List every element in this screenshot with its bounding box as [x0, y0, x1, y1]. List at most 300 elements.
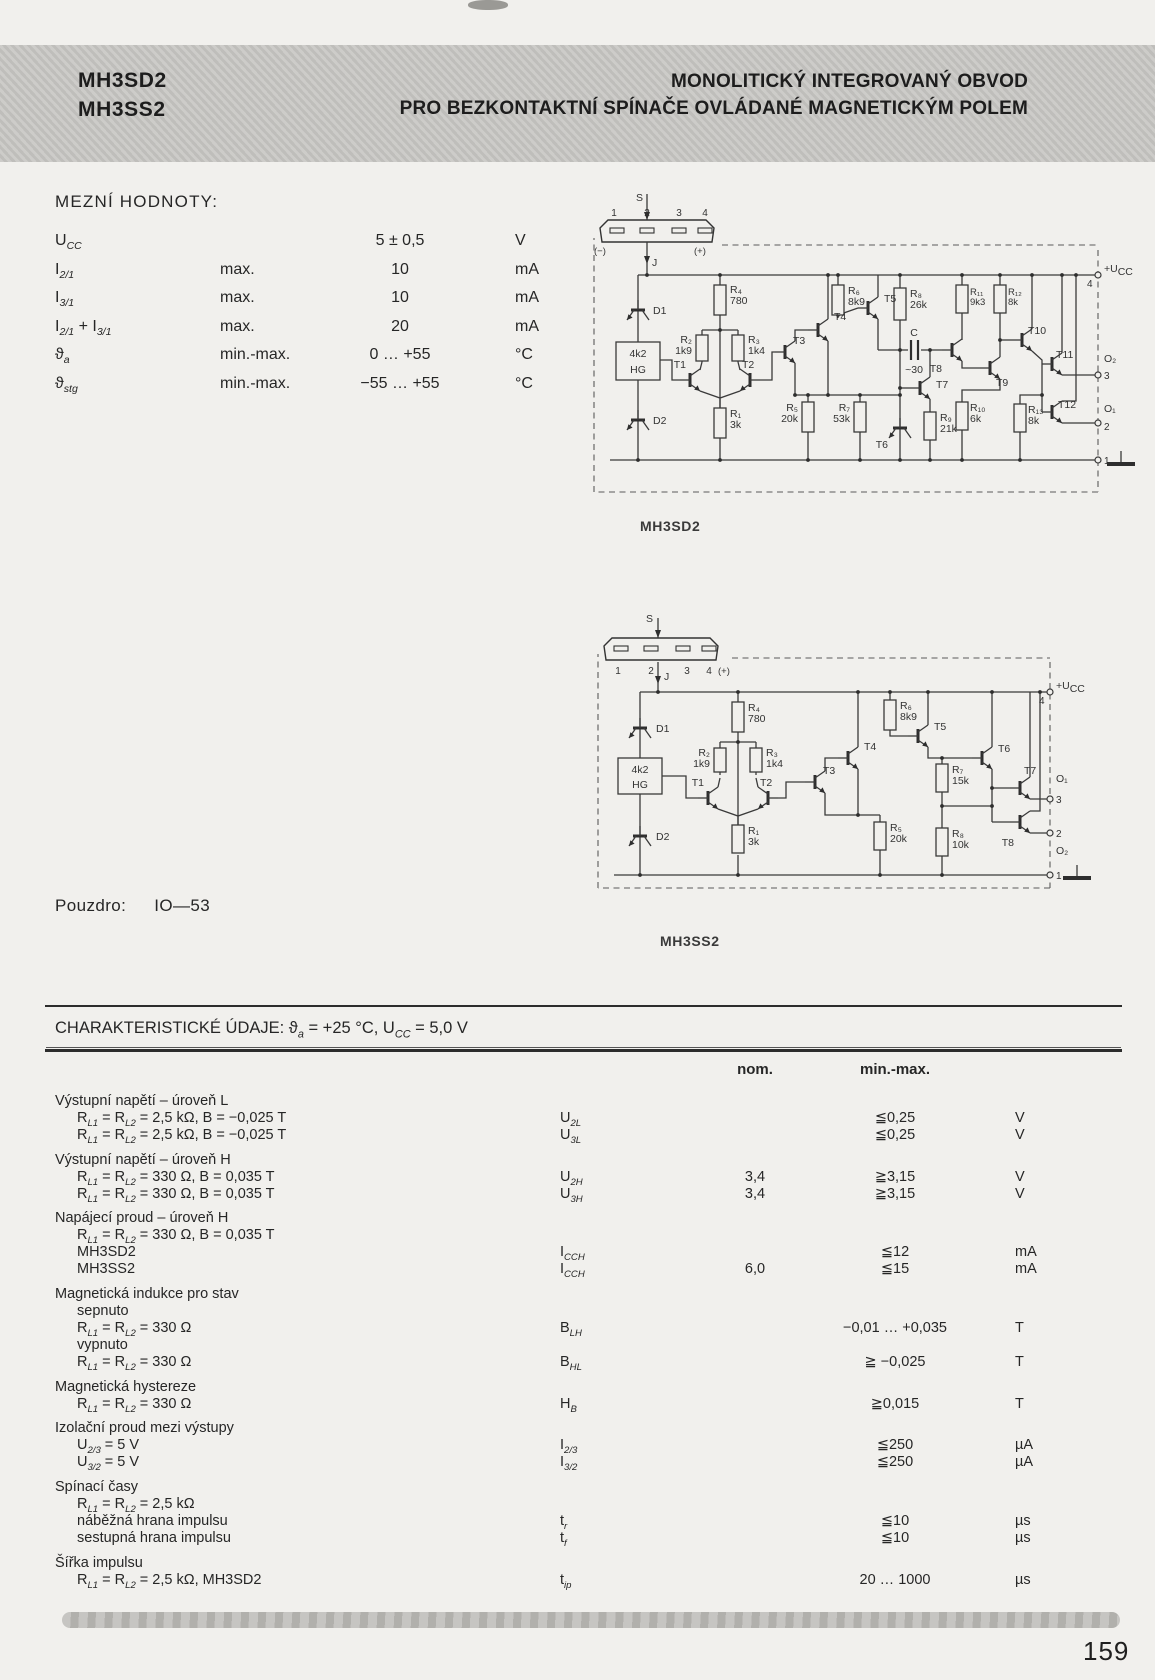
table-row: [55, 1396, 1075, 1413]
row-unit: [995, 1479, 1075, 1496]
row-label: Spínací časy: [55, 1479, 139, 1496]
row-symbol: $U_{3L}$: [560, 1126, 582, 1146]
row-symbol: [535, 1152, 715, 1169]
row-symbol: $I_{CCH}$: [560, 1261, 585, 1281]
row-nom-value: [715, 1210, 795, 1227]
row-unit: µs: [1015, 1571, 1031, 1588]
table-row: [55, 232, 600, 261]
polarity-plus-label: (+): [718, 666, 730, 677]
row-label: $R_{L1} = R_{L2} = 2,5$ kΩ, B = −0,025 T: [77, 1126, 287, 1146]
row-minmax-value: −0,01 … +0,035: [843, 1319, 947, 1336]
table-row: [55, 1555, 1075, 1572]
output-o1-label: O₁: [1104, 403, 1116, 415]
label-r5: R₅: [890, 822, 902, 834]
table-row: [55, 1354, 1075, 1371]
table-row: [55, 1110, 1075, 1127]
page-number: 159: [1083, 1636, 1130, 1666]
row-symbol: $t_f$: [560, 1529, 567, 1549]
row-nom-value: [715, 1127, 795, 1144]
row-value: 5 ± 0,5: [375, 232, 425, 249]
right-pins: [1087, 263, 1135, 467]
pin-number: 1: [611, 208, 617, 219]
row-nom-value: [715, 1379, 795, 1396]
table-row: [55, 1152, 1075, 1169]
row-nom-value: [715, 1572, 795, 1589]
table-row: [55, 1572, 1075, 1589]
row-symbol: [535, 1479, 715, 1496]
label-r12: R₁₂: [1008, 287, 1022, 298]
row-symbol: $I_{3/1}$: [55, 289, 75, 310]
row-label: $R_{L1} = R_{L2} = 2,5$ kΩ, MH3SD2: [77, 1571, 262, 1591]
row-nom-value: 6,0: [744, 1261, 766, 1278]
row-symbol: [535, 1555, 715, 1572]
pin-number: 4: [702, 208, 708, 219]
label-r7-value: 15k: [952, 775, 969, 787]
row-nom-value: [715, 1093, 795, 1110]
hall-value-label: 4k2: [631, 764, 649, 776]
row-symbol: $B_{HL}$: [560, 1353, 582, 1373]
row-unit: V: [1015, 1109, 1025, 1126]
row-minmax-value: [795, 1093, 995, 1110]
row-nom-value: [715, 1454, 795, 1471]
column-header-minmax: min.-max.: [859, 1061, 931, 1078]
title-line-1: MONOLITICKÝ INTEGROVANÝ OBVOD: [671, 71, 1028, 92]
pin-number: 1: [615, 666, 621, 677]
row-label: Šířka impulsu: [55, 1554, 143, 1571]
label-r11-value: 9k3: [970, 297, 986, 308]
pin-3-label: 3: [1056, 795, 1062, 806]
row-label: Výstupní napětí – úroveň H: [55, 1151, 231, 1168]
row-symbol: $U_{3H}$: [560, 1185, 583, 1205]
label-r6-value: 8k9: [900, 711, 917, 723]
label-r9-value: 21k: [940, 423, 957, 435]
row-nom-value: [715, 1337, 795, 1354]
hall-generator-block: [618, 758, 662, 794]
label-r6: R₆: [848, 285, 860, 297]
label-r6-value: 8k9: [848, 296, 865, 308]
label-r5: R₅: [786, 402, 798, 414]
row-label: vypnuto: [77, 1336, 128, 1353]
label-r11: R₁₁: [970, 287, 984, 298]
label-r3-value: 1k4: [748, 345, 765, 357]
table-row: [55, 375, 600, 404]
label-r4: R₄: [730, 284, 742, 296]
row-minmax-value: [795, 1379, 995, 1396]
rule-top: [45, 1005, 1122, 1007]
row-minmax-value: [795, 1337, 995, 1354]
row-unit: T: [1015, 1319, 1024, 1336]
label-r7-value: 53k: [833, 413, 850, 425]
row-unit: V: [1015, 1185, 1025, 1202]
row-unit: °C: [515, 346, 533, 363]
table-row: [55, 1420, 1075, 1437]
pin-2-label: 2: [1056, 829, 1062, 840]
row-minmax-value: ≧ −0,025: [864, 1353, 926, 1370]
row-unit: µA: [1015, 1437, 1034, 1454]
pin-number: 3: [684, 666, 690, 677]
table-row: [55, 1210, 1075, 1227]
row-unit: V: [1015, 1126, 1025, 1143]
row-minmax-value: ≧3,15: [874, 1185, 916, 1202]
label-r13-value: 8k: [1028, 415, 1040, 427]
row-label: $U_{2/3} = 5$ V: [77, 1437, 140, 1457]
label-r10: R₁₀: [970, 402, 986, 414]
label-t1: T1: [673, 359, 686, 371]
pin-3-label: 3: [1104, 371, 1110, 382]
limit-values-table: [55, 232, 600, 403]
table-row: [55, 289, 600, 318]
pin-number: 4: [706, 666, 712, 677]
row-minmax-value: ≦12: [880, 1244, 910, 1261]
row-label: $R_{L1} = R_{L2} = 330$ Ω: [77, 1353, 192, 1373]
table-row: [55, 1496, 1075, 1513]
row-unit: mA: [515, 289, 539, 306]
row-unit: T: [1015, 1395, 1024, 1412]
rule-under-title: [45, 1049, 1122, 1052]
row-label: Izolační proud mezi výstupy: [55, 1420, 234, 1437]
title-line-2: PRO BEZKONTAKTNÍ SPÍNAČE OVLÁDANÉ MAGNETICKÝM POLEM: [399, 98, 1028, 119]
label-t5: T5: [934, 721, 947, 733]
characteristics-title: CHARAKTERISTICKÉ ÚDAJE: $ϑ_a = +25$ °C, $U_{CC} = 5,0$ V: [55, 1019, 468, 1041]
part-number-2: MH3SS2: [78, 98, 166, 121]
ucc-label: +UCC: [1056, 680, 1085, 695]
label-r6: R₆: [900, 700, 912, 712]
row-nom-value: [715, 1286, 795, 1303]
table-row: [55, 1261, 1075, 1281]
row-symbol: $ϑ_{stg}$: [55, 374, 78, 395]
row-unit: [995, 1420, 1075, 1437]
table-row: [55, 1244, 1075, 1264]
row-nom-value: [715, 1479, 795, 1496]
row-nom-value: [715, 1320, 795, 1337]
ucc-label: +UCC: [1104, 263, 1133, 278]
row-symbol: [535, 1496, 715, 1513]
label-t9: T9: [996, 377, 1009, 389]
row-unit: [995, 1286, 1075, 1303]
table-row: [55, 1437, 1075, 1457]
row-label: Magnetická indukce pro stav: [55, 1286, 239, 1303]
limit-values-section: [55, 192, 600, 403]
row-nom-value: [715, 1420, 795, 1437]
table-row: [55, 1127, 1075, 1144]
label-r8: R₈: [952, 828, 964, 840]
part-numbers: [78, 66, 167, 124]
label-r13: R₁₃: [1028, 404, 1044, 416]
row-value: 10: [391, 289, 409, 306]
row-minmax-value: ≦250: [876, 1437, 914, 1454]
row-unit: [995, 1303, 1075, 1320]
row-label: Magnetická hystereze: [55, 1378, 197, 1395]
magnet-s-label: S: [636, 192, 644, 204]
label-r2: R₂: [680, 334, 692, 346]
label-r12-value: 8k: [1008, 297, 1019, 308]
package-symbol: [604, 613, 730, 692]
row-label: $R_{L1} = R_{L2} = 330$ Ω, B = 0,035 T: [77, 1185, 275, 1205]
row-label: $R_{L1} = R_{L2} = 330$ Ω, B = 0,035 T: [77, 1227, 275, 1247]
label-d1: D1: [656, 723, 670, 735]
row-symbol: [535, 1379, 715, 1396]
row-unit: [995, 1093, 1075, 1110]
label-t3: T3: [793, 335, 806, 347]
row-minmax-value: [795, 1303, 995, 1320]
row-minmax-value: [795, 1555, 995, 1572]
row-minmax-value: ≦10: [880, 1512, 910, 1529]
row-unit: [995, 1337, 1075, 1354]
capacitor-name-label: C: [910, 327, 918, 339]
table-row: [55, 261, 600, 290]
label-t10: T10: [1028, 325, 1047, 337]
row-nom-value: [715, 1530, 795, 1547]
label-d2: D2: [653, 415, 667, 427]
dashed-border: [594, 238, 1098, 492]
label-r1: R₁: [730, 408, 742, 420]
row-value: 20: [391, 317, 409, 335]
label-d2: D2: [656, 831, 670, 843]
row-symbol: [535, 1227, 715, 1244]
row-minmax-value: 20 … 1000: [859, 1571, 931, 1588]
table-row: [55, 1337, 1075, 1354]
row-minmax-value: [795, 1152, 995, 1169]
label-t7: T7: [936, 379, 949, 391]
row-unit: mA: [515, 260, 539, 278]
row-symbol: $H_B$: [560, 1395, 577, 1415]
label-r4-value: 780: [748, 713, 766, 725]
row-unit: [995, 1379, 1075, 1396]
polarity-plus-label: (+): [694, 246, 706, 257]
table-row: [55, 1186, 1075, 1203]
label-t6: T6: [998, 743, 1011, 755]
row-nom-value: [715, 1152, 795, 1169]
row-symbol: $I_{2/3}$: [560, 1437, 578, 1457]
row-condition: min.-max.: [220, 374, 291, 392]
row-symbol: $ϑ_a$: [55, 346, 70, 367]
row-condition: max.: [220, 289, 255, 306]
row-label: $R_{L1} = R_{L2} = 2,5$ kΩ: [77, 1496, 195, 1515]
label-r2-value: 1k9: [693, 758, 710, 770]
row-unit: V: [1015, 1168, 1025, 1185]
pin-number: 2: [648, 666, 654, 677]
package-note: [55, 896, 210, 916]
label-t8: T8: [1001, 837, 1014, 849]
row-minmax-value: [795, 1496, 995, 1513]
scan-smudge-top: [468, 0, 508, 10]
row-nom-value: [715, 1303, 795, 1320]
label-r2: R₂: [698, 747, 710, 759]
row-condition: min.-max.: [220, 346, 291, 363]
label-r1: R₁: [748, 825, 760, 837]
row-symbol: $I_{3/2}$: [560, 1454, 578, 1474]
limit-values-heading: MEZNÍ HODNOTY:: [55, 192, 219, 211]
label-t12: T12: [1058, 399, 1077, 411]
output-o2-label: O₂: [1056, 845, 1069, 857]
row-label: sestupná hrana impulsu: [77, 1529, 231, 1546]
row-nom-value: [715, 1110, 795, 1127]
magnet-s-label: S: [646, 613, 654, 625]
package-note-value: IO—53: [154, 896, 211, 915]
row-label: $U_{3/2} = 5$ V: [77, 1454, 140, 1474]
row-minmax-value: ≦10: [880, 1529, 910, 1546]
pin-2-label: 2: [1104, 422, 1110, 433]
row-symbol: $I_{CCH}$: [560, 1244, 585, 1264]
schematic-mh3sd2: [590, 190, 1135, 498]
capacitor-value-label: ~30: [905, 364, 923, 376]
table-row: [55, 1227, 1075, 1247]
row-symbol: $I_{2/1} + I_{3/1}$: [55, 317, 112, 338]
row-nom-value: [715, 1555, 795, 1572]
row-unit: mA: [1015, 1244, 1037, 1261]
table-row: [55, 1379, 1075, 1396]
row-label: Napájecí proud – úroveň H: [55, 1210, 229, 1227]
row-label: $R_{L1} = R_{L2} = 330$ Ω: [77, 1319, 192, 1339]
row-symbol: $U_{2H}$: [560, 1168, 583, 1188]
label-r1-value: 3k: [748, 836, 760, 848]
label-t3: T3: [823, 765, 836, 777]
row-minmax-value: ≦0,25: [874, 1126, 916, 1143]
row-unit: V: [515, 232, 526, 249]
table-row: [55, 1479, 1075, 1496]
capacitor: [905, 327, 923, 376]
row-symbol: [535, 1093, 715, 1110]
row-minmax-value: [795, 1210, 995, 1227]
row-nom-value: 3,4: [744, 1168, 766, 1185]
label-r7: R₇: [952, 764, 964, 776]
row-symbol: $B_{LH}$: [560, 1319, 582, 1339]
right-pins: [1039, 680, 1091, 882]
row-unit: [995, 1210, 1075, 1227]
row-label: $R_{L1} = R_{L2} = 330$ Ω: [77, 1395, 192, 1415]
row-nom-value: [715, 1227, 795, 1244]
row-label: $R_{L1} = R_{L2} = 2,5$ kΩ, B = −0,025 T: [77, 1109, 287, 1129]
row-label: MH3SD2: [77, 1244, 136, 1261]
label-r3-value: 1k4: [766, 758, 783, 770]
j-label: J: [652, 257, 658, 269]
label-r3: R₃: [766, 747, 778, 759]
row-minmax-value: [795, 1227, 995, 1244]
package-note-label: Pouzdro:: [55, 896, 127, 915]
column-header-nom: nom.: [737, 1061, 773, 1078]
label-d1: D1: [653, 305, 667, 317]
table-row: [55, 1320, 1075, 1337]
row-condition: max.: [220, 260, 255, 278]
row-minmax-value: ≦15: [880, 1261, 910, 1278]
row-nom-value: [715, 1437, 795, 1454]
output-o2-label: O₂: [1104, 353, 1117, 365]
schematic-2-caption: MH3SS2: [660, 933, 720, 949]
wires: [614, 692, 1050, 875]
row-unit: [995, 1227, 1075, 1244]
label-r5-value: 20k: [890, 833, 907, 845]
ground-icon: [1063, 865, 1091, 878]
label-r4-value: 780: [730, 295, 748, 307]
row-unit: T: [1015, 1353, 1024, 1370]
table-row: [55, 1286, 1075, 1303]
transistors: [629, 718, 1030, 846]
label-r8-value: 26k: [910, 299, 927, 311]
row-nom-value: [715, 1513, 795, 1530]
table-row: [55, 1169, 1075, 1186]
pin-4-label: 4: [1039, 696, 1045, 707]
row-nom-value: 3,4: [744, 1185, 766, 1202]
row-unit: [995, 1496, 1075, 1513]
scan-smudge-bottom: [62, 1612, 1120, 1628]
row-minmax-value: ≧0,015: [870, 1395, 920, 1412]
ground-icon: [1107, 451, 1135, 464]
row-minmax-value: [795, 1420, 995, 1437]
row-nom-value: [715, 1496, 795, 1513]
table-row: [55, 346, 600, 375]
hall-name-label: HG: [630, 364, 646, 376]
row-label: MH3SS2: [77, 1261, 136, 1278]
schematic-1-caption: MH3SD2: [640, 518, 701, 534]
row-unit: [995, 1555, 1075, 1572]
label-t6: T6: [875, 439, 888, 451]
row-nom-value: [715, 1396, 795, 1413]
pin-1-label: 1: [1056, 871, 1062, 882]
schematic-mh3ss2: [590, 610, 1135, 910]
row-minmax-value: ≧3,15: [874, 1168, 916, 1185]
j-label: J: [664, 671, 670, 683]
table-row: [55, 1303, 1075, 1320]
output-o1-label: O₁: [1056, 773, 1068, 785]
hall-name-label: HG: [632, 779, 648, 791]
label-r10-value: 6k: [970, 413, 982, 425]
row-nom-value: [715, 1354, 795, 1371]
label-t7: T7: [1024, 765, 1037, 777]
row-unit: µs: [1015, 1512, 1031, 1529]
row-minmax-value: [795, 1479, 995, 1496]
row-unit: µs: [1015, 1529, 1031, 1546]
polarity-minus-label: (−): [594, 246, 606, 257]
row-unit: [995, 1152, 1075, 1169]
row-value: −55 … +55: [360, 374, 440, 392]
row-symbol: $I_{2/1}$: [55, 260, 75, 281]
row-symbol: $U_{CC}$: [55, 232, 82, 253]
label-r1-value: 3k: [730, 419, 742, 431]
column-headers: [55, 1061, 1075, 1078]
row-unit: µA: [1015, 1454, 1034, 1471]
label-t2: T2: [742, 359, 755, 371]
characteristics-table: [55, 1085, 1075, 1589]
label-r5-value: 20k: [781, 413, 798, 425]
row-symbol: $t_r$: [560, 1512, 568, 1532]
label-t4: T4: [864, 741, 877, 753]
row-label: náběžná hrana impulsu: [77, 1512, 228, 1529]
part-number-1: MH3SD2: [78, 69, 167, 92]
pin-4-label: 4: [1087, 279, 1093, 290]
label-t11: T11: [1056, 349, 1074, 361]
label-t5: T5: [884, 293, 897, 305]
pin-1-label: 1: [1104, 456, 1110, 467]
page-title: [400, 68, 1028, 122]
label-t2: T2: [760, 777, 773, 789]
row-minmax-value: [795, 1286, 995, 1303]
row-minmax-value: ≦0,25: [874, 1109, 916, 1126]
row-nom-value: [715, 1244, 795, 1261]
row-symbol: [535, 1337, 715, 1354]
label-r8: R₈: [910, 288, 922, 300]
row-unit: °C: [515, 374, 533, 392]
table-row: [55, 1530, 1075, 1547]
table-row: [55, 1093, 1075, 1110]
label-r2-value: 1k9: [675, 345, 692, 357]
row-minmax-value: ≦250: [876, 1454, 914, 1471]
row-symbol: [535, 1420, 715, 1437]
label-r3: R₃: [748, 334, 760, 346]
package-symbol: [594, 192, 714, 275]
label-r9: R₉: [940, 412, 952, 424]
row-condition: max.: [220, 317, 255, 335]
row-symbol: [535, 1303, 715, 1320]
